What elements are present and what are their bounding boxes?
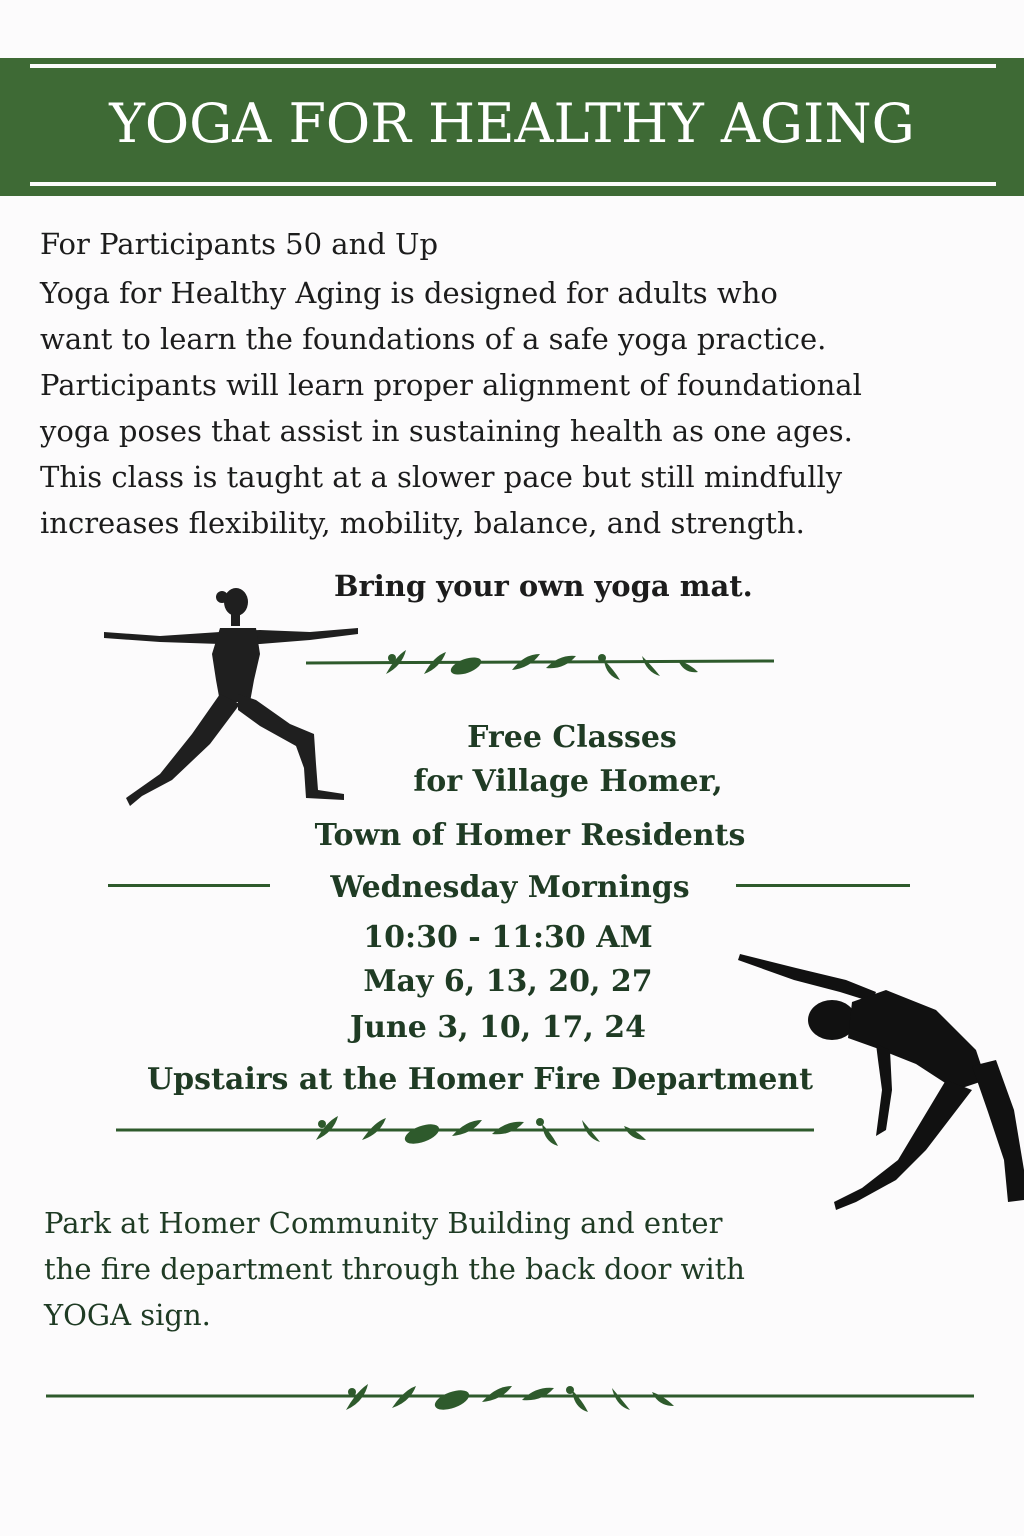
residents-line: Town of Homer Residents: [314, 818, 746, 853]
free-classes-line: Free Classes: [467, 720, 677, 755]
leaf-vine-divider-icon: [46, 1372, 976, 1418]
banner-bottom-rule: [30, 182, 996, 186]
description-line: want to learn the foundations of a safe yoga practice.: [40, 322, 827, 356]
parking-directions: [44, 1200, 864, 1338]
class-description: [40, 270, 990, 546]
description-line: Participants will learn proper alignment of foundational: [40, 368, 862, 402]
divider-right: [736, 884, 910, 887]
warrior-pose-silhouette-icon: [100, 584, 362, 810]
class-time: 10:30 - 11:30 AM: [363, 920, 653, 955]
description-line: Yoga for Healthy Aging is designed for adults who: [40, 276, 778, 310]
eligibility-line: for Village Homer,: [413, 764, 723, 799]
description-line: This class is taught at a slower pace but still mindfully: [40, 460, 843, 494]
june-dates: June 3, 10, 17, 24: [349, 1010, 647, 1045]
divider-left: [108, 884, 270, 887]
audience-subtitle: For Participants 50 and Up: [40, 227, 439, 261]
triangle-pose-silhouette-icon: [736, 940, 1024, 1216]
directions-line: YOGA sign.: [44, 1298, 211, 1332]
description-line: increases flexibility, mobility, balance, and strength.: [40, 506, 805, 540]
directions-line: Park at Homer Community Building and enter: [44, 1206, 723, 1240]
class-day: Wednesday Mornings: [330, 870, 690, 905]
title-banner: [0, 58, 1024, 196]
page-title: YOGA FOR HEALTHY AGING: [109, 92, 915, 155]
directions-line: the fire department through the back door with: [44, 1252, 745, 1286]
description-line: yoga poses that assist in sustaining health as one ages.: [40, 414, 853, 448]
bring-mat-note: Bring your own yoga mat.: [334, 569, 753, 603]
leaf-vine-divider-icon: [306, 640, 776, 684]
may-dates: May 6, 13, 20, 27: [363, 964, 653, 999]
class-location: Upstairs at the Homer Fire Department: [147, 1062, 813, 1097]
banner-top-rule: [30, 64, 996, 68]
leaf-vine-divider-icon: [116, 1106, 816, 1150]
